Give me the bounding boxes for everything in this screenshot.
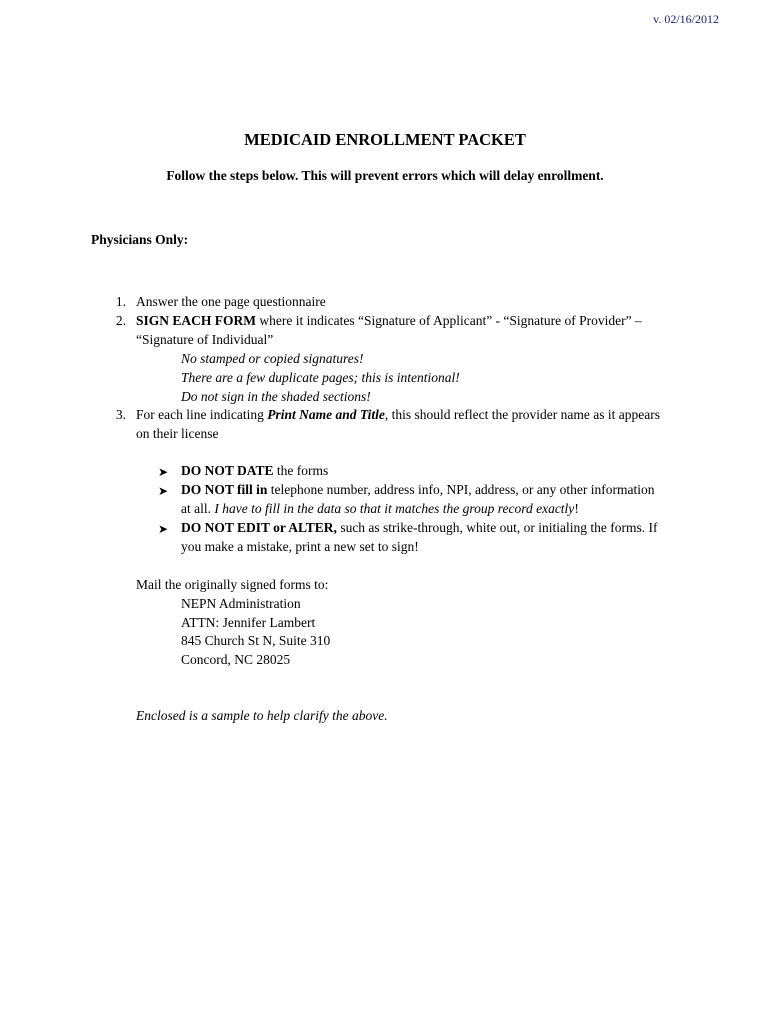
address-line: 845 Church St N, Suite 310 [181,633,331,648]
step-emphasis: Print Name and Title [267,407,385,422]
arrow-bullet-icon: ➤ [158,484,169,498]
step-text-continued: “Signature of Individual” [136,332,274,347]
version-date: v. 02/16/2012 [653,12,719,26]
arrow-bullet-icon: ➤ [158,465,169,479]
step-text: Answer the one page questionnaire [136,294,326,309]
step-note [181,369,701,388]
step-text [136,406,696,425]
footer-note [136,707,696,726]
bullet-emphasis: DO NOT DATE [181,463,274,478]
bullet-emphasis: DO NOT EDIT or ALTER, [181,520,337,535]
address-line: Concord, NC 28025 [181,652,291,667]
bullet-item-continued: you make a mistake, print a new set to sign! [181,539,419,554]
step-text-part: For each line indicating [136,407,268,422]
step-note-text: No stamped or copied signatures! [181,351,364,366]
step-note [181,388,701,407]
bullet-item [181,481,701,500]
step-number: 3. [115,407,126,422]
bullet-item [181,519,701,538]
bullet-emphasis: DO NOT fill in [181,482,268,497]
footer-note-text: Enclosed is a sample to help clarify the above. [136,708,388,723]
arrow-bullet-icon: ➤ [158,522,169,536]
step-text [136,312,696,331]
document-subtitle: Follow the steps below. This will prevent errors which will delay enrollment. [166,168,604,183]
document-title: MEDICAID ENROLLMENT PACKET [244,130,526,149]
bullet-item-continued [181,500,701,519]
bullet-text: telephone number, address info, NPI, address, or any other information [267,482,655,497]
step-emphasis: SIGN EACH FORM [136,313,257,328]
bullet-text: such as strike-through, white out, or initialing the forms. If [336,520,658,535]
bullet-italic-text: I have to fill in the data so that it matches the group record exactly [214,501,575,516]
bullet-text: at all. [181,501,215,516]
step-text-part: where it indicates “Signature of Applicant” - “Signature of Provider” – [256,313,642,328]
address-line: NEPN Administration [181,596,301,611]
address-line: ATTN: Jennifer Lambert [181,615,316,630]
bullet-text: ! [574,501,579,516]
step-text-continued: on their license [136,426,219,441]
step-note-text: Do not sign in the shaded sections! [181,389,371,404]
step-number: 1. [115,294,126,309]
step-number: 2. [115,313,126,328]
bullet-text: the forms [273,463,329,478]
step-note-text: There are a few duplicate pages; this is intentional! [181,370,460,385]
step-text-part: , this should reflect the provider name as it appears [384,407,661,422]
mail-intro: Mail the originally signed forms to: [136,577,329,592]
step-note [181,350,701,369]
section-heading: Physicians Only: [91,232,189,247]
bullet-item [181,462,701,481]
